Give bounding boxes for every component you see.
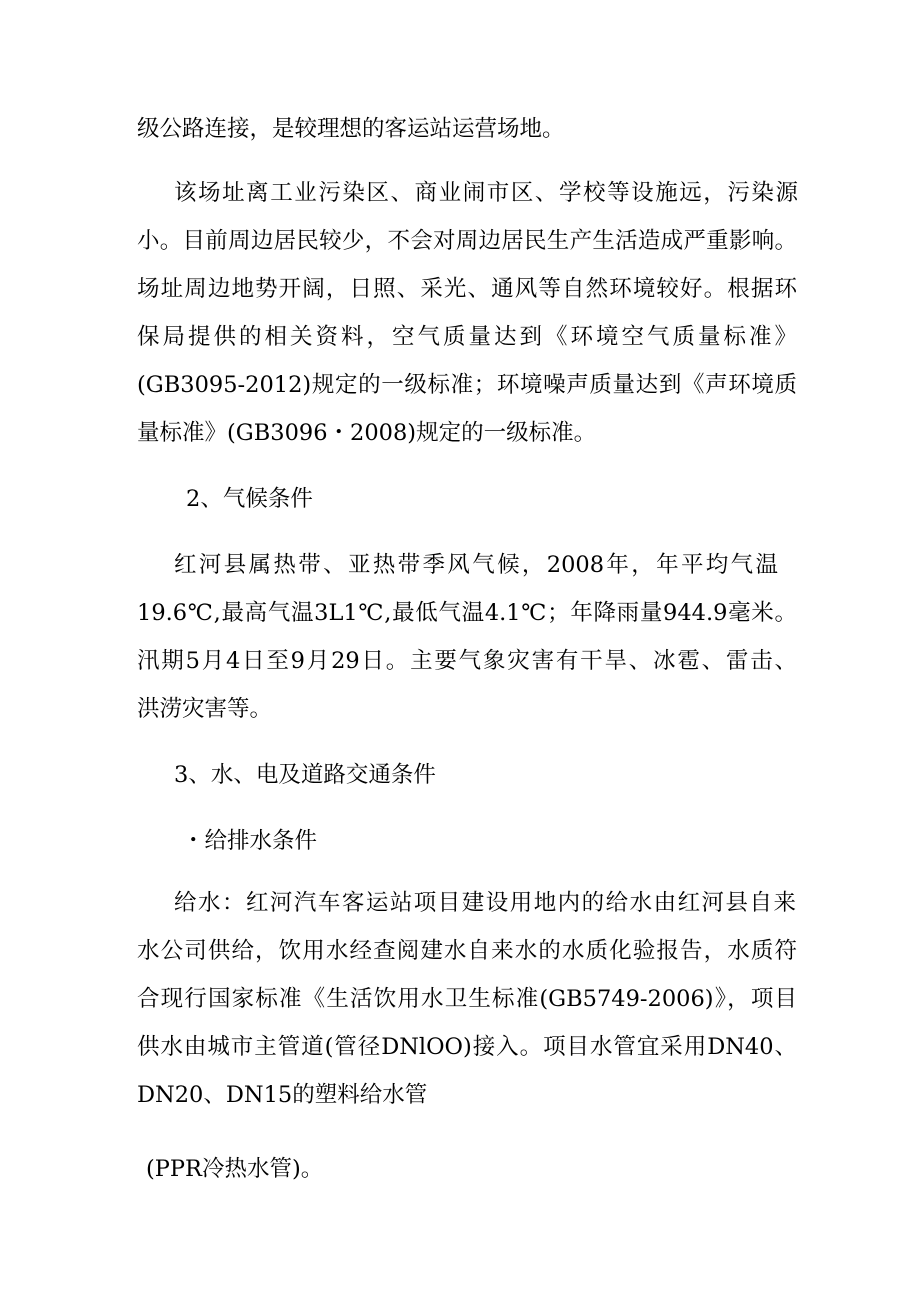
paragraph-line: 该场址离工业污染区、商业闹市区、学校等设施远，污染源 (174, 180, 798, 206)
paragraph-line: DN20、DN15的塑料给水管 (137, 1082, 428, 1108)
paragraph-line: 级公路连接，是较理想的客运站运营场地。 (137, 116, 565, 142)
paragraph-line: 红河县属热带、亚热带季风气候，2008年，年平均气温 (174, 552, 778, 578)
paragraph-line: 场址周边地势开阔，日照、采光、通风等自然环境较好。根据环 (137, 276, 797, 302)
paragraph-line: 给水：红河汽车客运站项目建设用地内的给水由红河县自来 (174, 890, 796, 916)
paragraph-line: 量标准》(GB3096・2008)规定的一级标准。 (137, 420, 597, 446)
paragraph-line: 合现行国家标准《生活饮用水卫生标准(GB5749-2006)》，项目 (137, 986, 797, 1012)
section-heading: 3、水、电及道路交通条件 (174, 762, 436, 788)
paragraph-line: 保局提供的相关资料，空气质量达到《环境空气质量标准》 (137, 324, 797, 350)
paragraph-line: 洪涝灾害等。 (137, 696, 273, 722)
paragraph-line: 19.6℃,最高气温3L1℃,最低气温4.1℃；年降雨量944.9毫米。 (137, 600, 797, 626)
paragraph-line: 供水由城市主管道(管径DNlOO)接入。项目水管宜采用DN40、 (137, 1034, 797, 1060)
subsection-heading: ・给排水条件 (182, 828, 318, 854)
paragraph-line: 水公司供给，饮用水经查阅建水自来水的水质化验报告，水质符 (137, 938, 797, 964)
paragraph-line: 汛期5月4日至9月29日。主要气象灾害有干旱、冰雹、雷击、 (137, 648, 797, 674)
section-heading: 2、气候条件 (186, 486, 313, 512)
paragraph-line: 小。目前周边居民较少，不会对周边居民生产生活造成严重影响。 (137, 228, 797, 254)
paragraph-line: (GB3095-2012)规定的一级标准；环境噪声质量达到《声环境质 (137, 372, 797, 398)
paragraph-line: (PPR冷热水管)。 (146, 1156, 324, 1182)
